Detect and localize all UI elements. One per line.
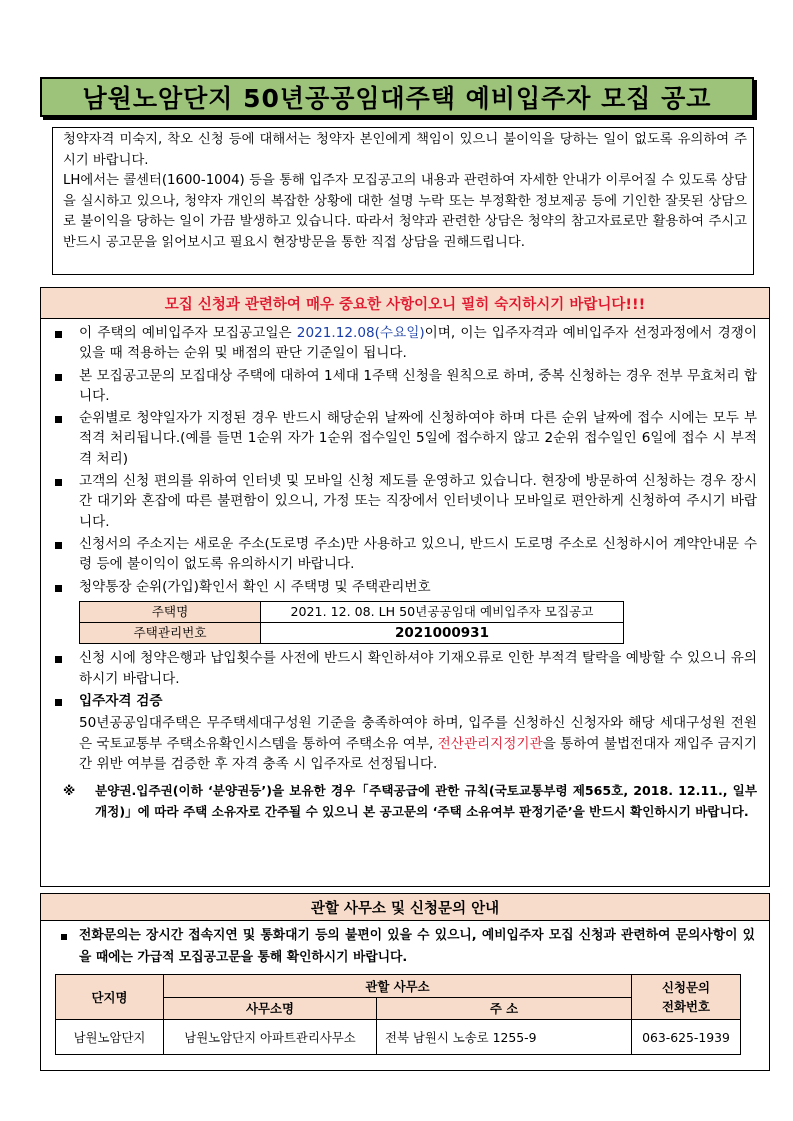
office-group-header: 관할 사무소	[164, 975, 632, 998]
square-bullet-icon	[55, 416, 62, 423]
complex-header: 단지명	[56, 975, 164, 1020]
list-item: 청약통장 순위(가입)확인서 확인 시 주택명 및 주택관리번호	[55, 577, 757, 597]
list-item: 순위별로 청약일자가 지정된 경우 반드시 해당순위 날짜에 신청하여야 하며 다른 순위 날짜에 접수 시에는 모두 부적격 처리됩니다.(예를 들면 1순위 자가 1순위 접수일인 5일에 접수하지 않고 2순위 접수일인 6일에 접수 시 부적격 처리)	[55, 408, 757, 469]
list-item: 신청서의 주소지는 새로운 주소(도로명 주소)만 사용하고 있으니, 반드시 도로명 주소로 신청하시어 계약안내문 수령 등에 불이익이 없도록 유의하시기 바랍니다.	[55, 534, 757, 575]
square-bullet-icon	[55, 585, 62, 592]
list-item: 본 모집공고문의 모집대상 주택에 대하여 1세대 1주택 신청을 원칙으로 하며, 중복 신청하는 경우 전부 무효처리 합니다.	[55, 366, 757, 407]
table-row	[56, 975, 741, 998]
contact-header: 신청문의 전화번호	[632, 975, 741, 1020]
house-id-value: 2021000931	[261, 623, 624, 644]
house-name-label: 주택명	[80, 601, 261, 622]
notice-title-banner	[40, 77, 754, 117]
notice-paragraph: 청약자격 미숙지, 착오 신청 등에 대해서는 청약자 본인에게 책임이 있으니 불이익을 당하는 일이 없도록 유의하여 주시기 바랍니다.	[63, 132, 747, 168]
eligibility-text: 50년공공임대주택은 무주택세대구성원 기준을 충족하여야 하며, 입주를 신청하신 신청자와 해당 세대구성원 전원은 국토교통부 주택소유확인시스템을 통하여 주택소유 여부, 전산관리지정기관을 통하여 불법전대자 재입주 금지기간 위반 여부를 검증한 후 자격 충족 시 입주자로 선정됩니다.	[79, 715, 757, 772]
house-id-label: 주택관리번호	[80, 623, 261, 644]
table-row	[56, 1020, 741, 1055]
notice-paragraph: LH에서는 콜센터(1600-1004) 등을 통해 입주자 모집공고의 내용과 관련하여 자세한 안내가 이루어질 수 있도록 상담을 실시하고 있으나, 청약자 개인의 복잡한 상황에 대한 설명 누락 또는 부정확한 정보제공 등에 기인한 잘못된 상담으로 불이익을 당하는 일이 가끔 발생하고 있습니다. 따라서 청약과 관련한 상담은 청약의 참고자료로만 활용하여 주시고 반드시 공고문을 읽어보시고 필요시 현장방문을 통한 직접 상담을 권해드립니다.	[63, 173, 747, 250]
address-header: 주 소	[377, 997, 632, 1020]
list-item: 신청 시에 청약은행과 납입횟수를 사전에 반드시 확인하셔야 기재오류로 인한 부적격 탈락을 예방할 수 있으니 유의하시기 바랍니다.	[55, 648, 757, 689]
announcement-date: 2021.12.08(수요일)	[296, 325, 425, 341]
eligibility-heading: 입주자격 검증	[79, 693, 163, 710]
square-bullet-icon	[55, 656, 62, 663]
list-item	[55, 691, 757, 711]
highlight-agency: 전산관리지정기관	[437, 735, 543, 752]
square-bullet-icon	[55, 699, 62, 706]
table-row	[80, 623, 624, 644]
page-title: 남원노암단지 50년공공임대주택 예비입주자 모집 공고	[82, 84, 712, 113]
office-name-cell: 남원노암단지 아파트관리사무소	[164, 1020, 377, 1055]
list-item: 전화문의는 장시간 접속지연 및 통화대기 등의 불편이 있을 수 있으니, 예비입주자 모집 신청과 관련하여 문의사항이 있을 때에는 가급적 모집공고문을 통해 확인하시기 바랍니다.	[41, 921, 769, 969]
reference-mark-icon: ※	[63, 783, 76, 799]
table-row	[80, 601, 624, 622]
house-name-value: 2021. 12. 08. LH 50년공공임대 예비입주자 모집공고	[261, 601, 624, 622]
office-section-header: 관할 사무소 및 신청문의 안내	[41, 894, 769, 921]
address-cell: 전북 남원시 노송로 1255-9	[377, 1020, 632, 1055]
square-bullet-icon	[55, 542, 62, 549]
office-section	[40, 893, 770, 1071]
square-bullet-icon	[55, 374, 62, 381]
remark-note: ※ 분양권.입주권(이하 ‘분양권등’)을 보유한 경우「주택공급에 관한 규칙(국토교통부령 제565호, 2018. 12.11., 일부개정)」에 따라 주택 소유자로 간주될 수 있으니 본 공고문의 ‘주택 소유여부 판정기준’을 반드시 확인하시기 바랍니다.	[55, 774, 757, 822]
square-bullet-icon	[55, 331, 62, 338]
list-item: 이 주택의 예비입주자 모집공고일은 2021.12.08(수요일)이며, 이는 입주자격과 예비입주자 선정과정에서 경쟁이 있을 때 적용하는 순위 및 배점의 판단 기준일이 됩니다.	[55, 323, 757, 364]
square-bullet-icon	[55, 479, 62, 486]
important-section-header: 모집 신청과 관련하여 매우 중요한 사항이오니 필히 숙지하시기 바랍니다!!!	[41, 288, 769, 319]
office-name-header: 사무소명	[164, 997, 377, 1020]
house-info-table	[79, 601, 624, 645]
important-bullet-list	[41, 319, 769, 822]
complex-cell: 남원노암단지	[56, 1020, 164, 1055]
important-section	[40, 287, 770, 887]
office-table	[55, 974, 741, 1055]
phone-cell: 063-625-1939	[632, 1020, 741, 1055]
square-bullet-icon	[61, 934, 67, 940]
caution-notice-box	[52, 127, 754, 275]
list-item: 고객의 신청 편의를 위하여 인터넷 및 모바일 신청 제도를 운영하고 있습니다. 현장에 방문하여 신청하는 경우 장시간 대기와 혼잡에 따른 불편함이 있으니, 가정 또는 직장에서 인터넷이나 모바일로 편안하게 신청하여 주시기 바랍니다.	[55, 471, 757, 532]
